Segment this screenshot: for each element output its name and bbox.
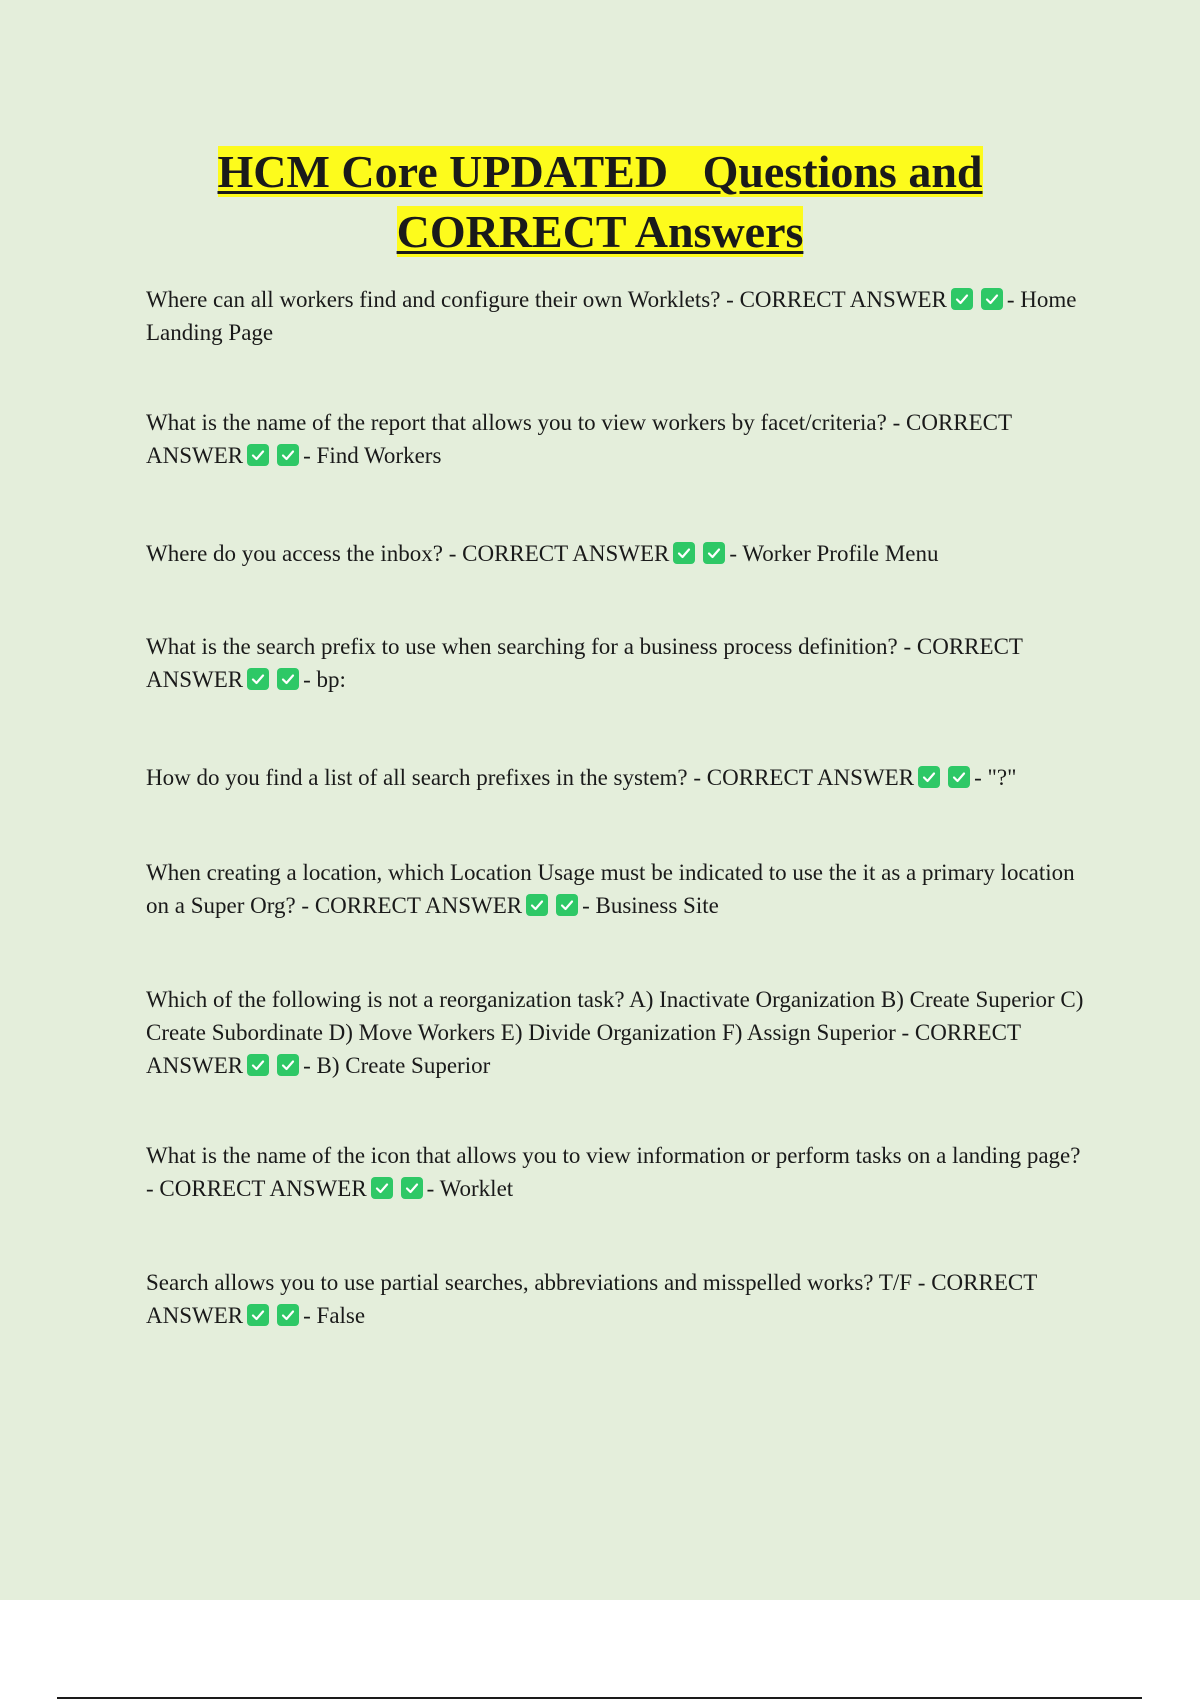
- check-mark-icon: [673, 542, 695, 564]
- qa-item-5: [146, 761, 1086, 794]
- answer-text: - False: [303, 1303, 366, 1328]
- title-line-2: CORRECT Answers: [396, 206, 804, 257]
- qa-item-4: [146, 630, 1086, 696]
- check-mark-icon: [948, 766, 970, 788]
- question-text: Where do you access the inbox? - CORRECT ANSWER: [146, 541, 670, 566]
- question-text: Which of the following is not a reorganization task? A) Inactivate Organization B) Create Superior C) Create Subordinate D) Move Workers E) Divide Organization F) Assign Superior - CORRECT ANSWER: [146, 987, 1084, 1078]
- check-mark-icon: [277, 668, 299, 690]
- check-mark-icon: [401, 1177, 423, 1199]
- check-mark-icon: [918, 766, 940, 788]
- check-mark-icon: [247, 1304, 269, 1326]
- footer-divider: [57, 1697, 1142, 1699]
- document-title: [100, 142, 1100, 262]
- answer-text: - "?": [974, 765, 1017, 790]
- check-mark-icon: [247, 1054, 269, 1076]
- check-mark-icon: [981, 288, 1003, 310]
- check-mark-icon: [247, 668, 269, 690]
- check-mark-icon: [371, 1177, 393, 1199]
- answer-text: - Business Site: [582, 893, 719, 918]
- question-text: When creating a location, which Location Usage must be indicated to use the it as a primary location on a Super Org? - CORRECT ANSWER: [146, 860, 1075, 918]
- check-mark-icon: [526, 894, 548, 916]
- answer-text: - Find Workers: [303, 443, 442, 468]
- qa-item-1: [146, 283, 1086, 349]
- answer-text: - bp:: [303, 667, 346, 692]
- answer-text: - Home Landing Page: [146, 287, 1077, 345]
- question-text: What is the name of the report that allows you to view workers by facet/criteria? - CORRECT ANSWER: [146, 410, 1012, 468]
- qa-item-8: [146, 1139, 1086, 1205]
- check-mark-icon: [556, 894, 578, 916]
- check-mark-icon: [703, 542, 725, 564]
- answer-text: - Worker Profile Menu: [729, 541, 939, 566]
- title-line-1: HCM Core UPDATED Questions and: [217, 146, 983, 197]
- question-text: What is the name of the icon that allows you to view information or perform tasks on a landing page? - CORRECT ANSWER: [146, 1143, 1081, 1201]
- question-text: Search allows you to use partial searches, abbreviations and misspelled works? T/F - CORRECT ANSWER: [146, 1270, 1037, 1328]
- check-mark-icon: [277, 1054, 299, 1076]
- answer-text: - B) Create Superior: [303, 1053, 491, 1078]
- qa-item-6: [146, 856, 1086, 922]
- check-mark-icon: [247, 444, 269, 466]
- check-mark-icon: [277, 1304, 299, 1326]
- qa-item-3: [146, 537, 1086, 570]
- answer-text: - Worklet: [426, 1176, 514, 1201]
- check-mark-icon: [951, 288, 973, 310]
- question-text: Where can all workers find and configure their own Worklets? - CORRECT ANSWER: [146, 287, 947, 312]
- qa-item-7: [146, 983, 1086, 1082]
- check-mark-icon: [277, 444, 299, 466]
- question-text: What is the search prefix to use when searching for a business process definition? - CORRECT ANSWER: [146, 634, 1023, 692]
- qa-item-2: [146, 406, 1086, 472]
- question-text: How do you find a list of all search prefixes in the system? - CORRECT ANSWER: [146, 765, 915, 790]
- qa-item-9: [146, 1266, 1086, 1332]
